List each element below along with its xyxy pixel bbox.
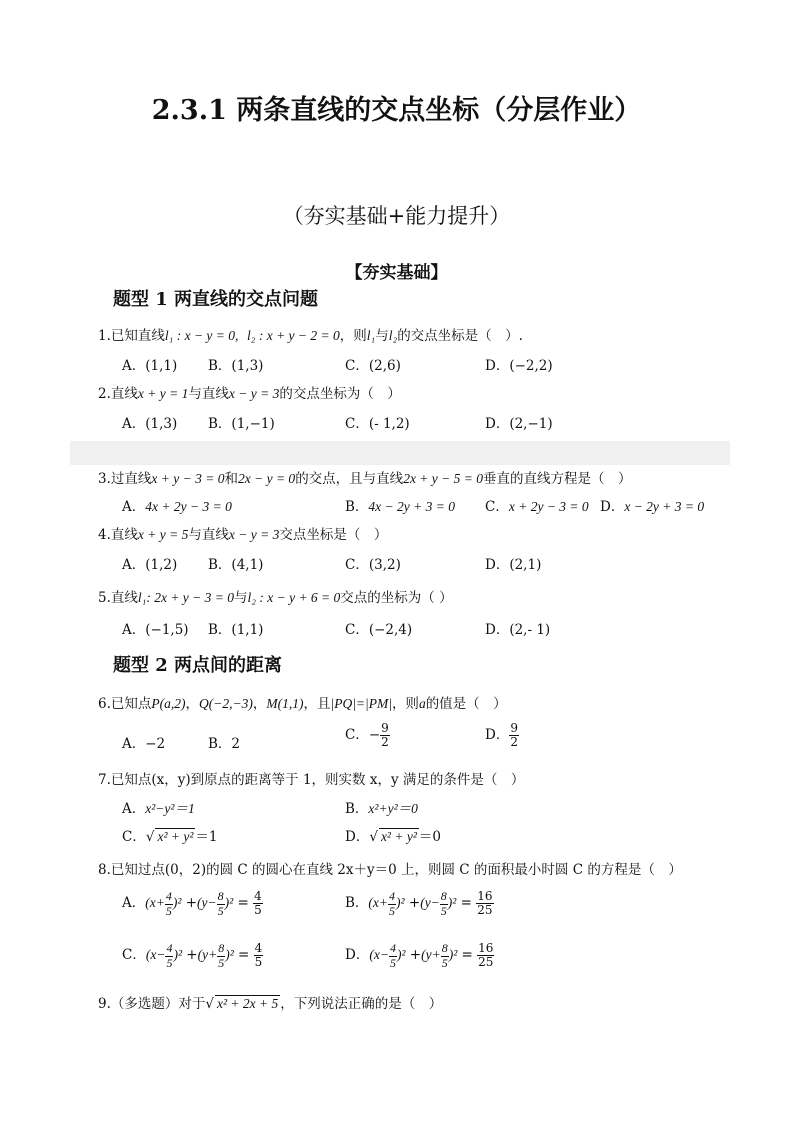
q7-option-d: D．√ x² + y² ＝0 bbox=[345, 829, 441, 845]
q8-option-d: D．(x− $\frac{4}{5}$ )² +(y+ $\frac{8}{5}$ )² = $\frac{16}{25}$ bbox=[345, 941, 494, 970]
question-9: 9.（多选题）对于√ x² + 2x + 5 ，下列说法正确的是（ ） bbox=[98, 996, 443, 1012]
question-3: 3.过直线x + y − 3 = 0和2x − y = 0的交点，且与直线2x + y − 5 = 0垂直的直线方程是（ ） bbox=[98, 471, 632, 487]
q6-option-b: B．2 bbox=[208, 736, 241, 752]
q5-option-c: C．(−2,4) bbox=[345, 622, 413, 638]
q8-option-a: A．(x+ $\frac{4}{5}$ )² +(y− $\frac{8}{5}$ )² = $\frac{4}{5}$ bbox=[122, 889, 262, 918]
question-4: 4.直线x + y = 5与直线x − y = 3交点坐标是（ ） bbox=[98, 527, 388, 543]
q7-option-a: A．x²−y²＝1 bbox=[122, 801, 195, 817]
q3-option-c: C．x + 2y − 3 = 0 bbox=[485, 499, 589, 515]
q4-option-d: D．(2,1) bbox=[485, 557, 542, 573]
question-type-1: 题型 1 两直线的交点问题 bbox=[113, 289, 319, 310]
q6-option-a: A．−2 bbox=[122, 736, 166, 752]
question-2: 2.直线x + y = 1与直线x − y = 3的交点坐标为（ ） bbox=[98, 386, 401, 402]
question-8: 8.已知过点(0，2)的圆 C 的圆心在直线 2x＋y＝0 上，则圆 C 的面积最小时圆 C 的方程是（ ） bbox=[98, 862, 682, 878]
q6-option-c: C．− $\frac{9}{2}$ bbox=[345, 721, 389, 750]
q5-option-a: A．(−1,5) bbox=[122, 622, 189, 638]
q7-option-b: B．x²+y²＝0 bbox=[345, 801, 418, 817]
q2-option-a: A．(1,3) bbox=[122, 416, 178, 432]
question-6: 6.已知点P(a,2)，Q(−2,−3)，M(1,1)，且|PQ|=|PM|，则a的值是（ ） bbox=[98, 696, 507, 712]
page-title: 2.3.1 两条直线的交点坐标（分层作业） bbox=[151, 95, 642, 126]
q4-option-b: B．(4,1) bbox=[208, 557, 264, 573]
question-1: 1.已知直线l₁ : x − y = 0, l₂ : x + y − 2 = 0，则l₁与l₂的交点坐标是（ ）. bbox=[98, 328, 523, 344]
question-5: 5.直线l₁: 2x + y − 3 = 0与l₂ : x − y + 6 = 0交点的坐标为（ ） bbox=[98, 590, 453, 606]
q5-option-b: B．(1,1) bbox=[208, 622, 264, 638]
q2-option-d: D．(2,−1) bbox=[485, 416, 553, 432]
q2-option-b: B．(1,−1) bbox=[208, 416, 275, 432]
page-subtitle: （夯实基础+能力提升） bbox=[282, 204, 511, 228]
q1-option-d: D．(−2,2) bbox=[485, 358, 553, 374]
q1-option-c: C．(2,6) bbox=[345, 358, 401, 374]
q1-option-b: B．(1,3) bbox=[208, 358, 264, 374]
q3-option-a: A．4x + 2y − 3 = 0 bbox=[122, 499, 232, 515]
q6-option-d: D． $\frac{9}{2}$ bbox=[485, 721, 518, 750]
q8-option-b: B．(x+ $\frac{4}{5}$ )² +(y− $\frac{8}{5}$ )² = $\frac{16}{25}$ bbox=[345, 889, 493, 918]
question-type-2: 题型 2 两点间的距离 bbox=[113, 655, 283, 676]
q1-option-a: A．(1,1) bbox=[122, 358, 178, 374]
section-heading: 【夯实基础】 bbox=[345, 263, 448, 283]
q8-option-c: C．(x− $\frac{4}{5}$ )² +(y+ $\frac{8}{5}$ )² = $\frac{4}{5}$ bbox=[122, 941, 263, 970]
question-7: 7.已知点(x，y)到原点的距离等于 1，则实数 x，y 满足的条件是（ ） bbox=[98, 772, 525, 788]
q2-option-c: C．(- 1,2) bbox=[345, 416, 410, 432]
q3-option-b: B．4x − 2y + 3 = 0 bbox=[345, 499, 455, 515]
q4-option-c: C．(3,2) bbox=[345, 557, 401, 573]
q5-option-d: D．(2,- 1) bbox=[485, 622, 551, 638]
q3-option-d: D．x − 2y + 3 = 0 bbox=[600, 499, 705, 515]
q4-option-a: A．(1,2) bbox=[122, 557, 178, 573]
page-divider-band bbox=[70, 441, 730, 465]
q7-option-c: C．√ x² + y² ＝1 bbox=[122, 829, 218, 845]
